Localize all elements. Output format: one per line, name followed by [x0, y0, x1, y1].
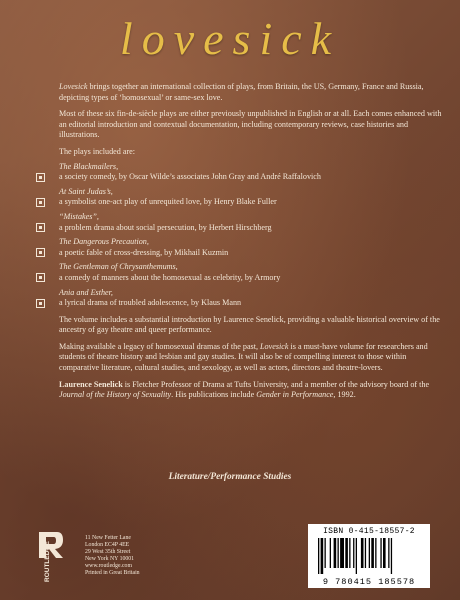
intro-paragraph	[59, 82, 446, 103]
legacy-paragraph	[59, 342, 446, 374]
intro-text: brings together an international collection of plays, from Britain, the US, Germany, France and Russia, depicting types of ‘homosexual’ or same-sex love.	[59, 82, 424, 102]
author-text-1: is Fletcher Professor of Drama at Tufts University, and a member of the advisory board of the	[122, 379, 430, 389]
play-title: Ania and Esther,	[59, 287, 113, 297]
address-line: www.routledge.com	[85, 563, 132, 569]
address-line: Printed in Great Britain	[85, 570, 140, 576]
address-line: 11 New Fetter Lane	[85, 535, 131, 541]
bullet-square-icon	[36, 273, 45, 282]
bullet-square-icon	[36, 223, 45, 232]
bullet-square-icon	[36, 198, 45, 207]
play-item	[59, 262, 446, 283]
barcode-stripe	[383, 538, 386, 568]
unpublished-paragraph: Most of these six fin-de-siècle plays are either previously unpublished in English or at all. Each comes enhanced with an editorial introduction and contextual documentation, including contemporary reviews, case histories and illustrations.	[59, 109, 442, 140]
volume-paragraph: The volume includes a substantial introduction by Laurence Senelick, providing a valuable historical overview of the ancestry of gay theatre and queer performance.	[59, 314, 440, 335]
barcode-stripe	[334, 538, 337, 568]
author-bio	[59, 380, 446, 401]
play-description: a problem drama about social persecution, by Herbert Hirschberg	[59, 222, 272, 232]
barcode-stripe	[340, 538, 344, 568]
legacy-text-before: Making available a legacy of homosexual dramas of the past,	[59, 341, 261, 351]
author-name: Laurence Senelick	[59, 379, 123, 389]
barcode-stripe	[356, 538, 357, 574]
author-text-3: , 1992.	[333, 390, 356, 400]
play-description: a society comedy, by Oscar Wilde’s associates John Gray and André Raffalovich	[59, 172, 321, 182]
play-title: The Dangerous Precaution,	[59, 237, 149, 247]
legacy-text-after: is a must-have volume for researchers and students of theatre history and lesbian and gay studies. It will also be of compelling interest to those within comparative literature, cultural studies, and sexology, as well as actors, directors and theatre-lovers.	[59, 341, 428, 373]
address-line: 29 West 35th Street	[85, 549, 131, 555]
author-journal: Journal of the History of Sexuality	[59, 390, 172, 400]
routledge-logo-icon	[35, 528, 65, 584]
barcode-stripe	[391, 538, 392, 574]
barcode-stripe	[325, 538, 326, 568]
blurb	[59, 82, 446, 407]
play-description: a lyrical drama of troubled adolescence, by Klaus Mann	[59, 298, 242, 308]
barcode-stripe	[365, 538, 366, 568]
barcode	[308, 524, 430, 588]
play-item	[59, 162, 446, 183]
barcode-digits: 9 780415 185578	[322, 577, 416, 587]
barcode-stripe	[345, 538, 348, 568]
play-description: a comedy of manners about the homosexual as celebrity, by Armory	[59, 272, 281, 282]
barcode-stripe	[349, 538, 350, 568]
book-title: lovesick	[119, 13, 341, 64]
barcode-stripe	[375, 538, 376, 568]
bullet-square-icon	[36, 173, 45, 182]
barcode-stripe	[330, 538, 331, 568]
play-item	[59, 237, 446, 258]
svg-text:ROUTLEDGE: ROUTLEDGE	[44, 541, 51, 582]
barcode-stripe	[321, 538, 324, 574]
play-item	[59, 212, 446, 233]
barcode-bars	[316, 538, 422, 576]
play-item	[59, 288, 446, 309]
play-title: The Gentleman of Chrysanthemums,	[59, 262, 178, 272]
isbn-number: ISBN 0-415-18557-2	[323, 527, 415, 536]
intro-book-name: Lovesick	[59, 82, 88, 91]
barcode-stripe	[380, 538, 381, 568]
address-line: London EC4P 4EE	[85, 542, 130, 548]
play-title: At Saint Judas’s,	[59, 186, 113, 196]
subject-category: Literature/Performance Studies	[168, 472, 292, 482]
play-description: a poetic fable of cross-dressing, by Mikhail Kuzmin	[59, 247, 229, 257]
play-title: The Blackmailers,	[59, 161, 119, 171]
plays-heading: The plays included are:	[59, 146, 136, 156]
legacy-book-name: Lovesick	[260, 341, 289, 351]
barcode-stripe	[361, 538, 364, 568]
barcode-stripe	[338, 538, 339, 568]
barcode-stripe	[369, 538, 370, 568]
author-text-2: . His publications include	[171, 390, 257, 400]
bullet-square-icon	[36, 299, 45, 308]
barcode-stripe	[353, 538, 354, 568]
address-line: New York NY 10001	[85, 556, 135, 562]
play-description: a symbolist one-act play of unrequited love, by Henry Blake Fuller	[59, 197, 277, 207]
author-book: Gender in Performance	[256, 390, 334, 400]
play-title: “Mistakes”,	[59, 211, 99, 221]
bullet-square-icon	[36, 248, 45, 257]
publisher-address	[85, 535, 140, 577]
barcode-stripe	[371, 538, 374, 568]
play-item	[59, 187, 446, 208]
barcode-stripe	[388, 538, 389, 568]
barcode-stripe	[318, 538, 319, 574]
